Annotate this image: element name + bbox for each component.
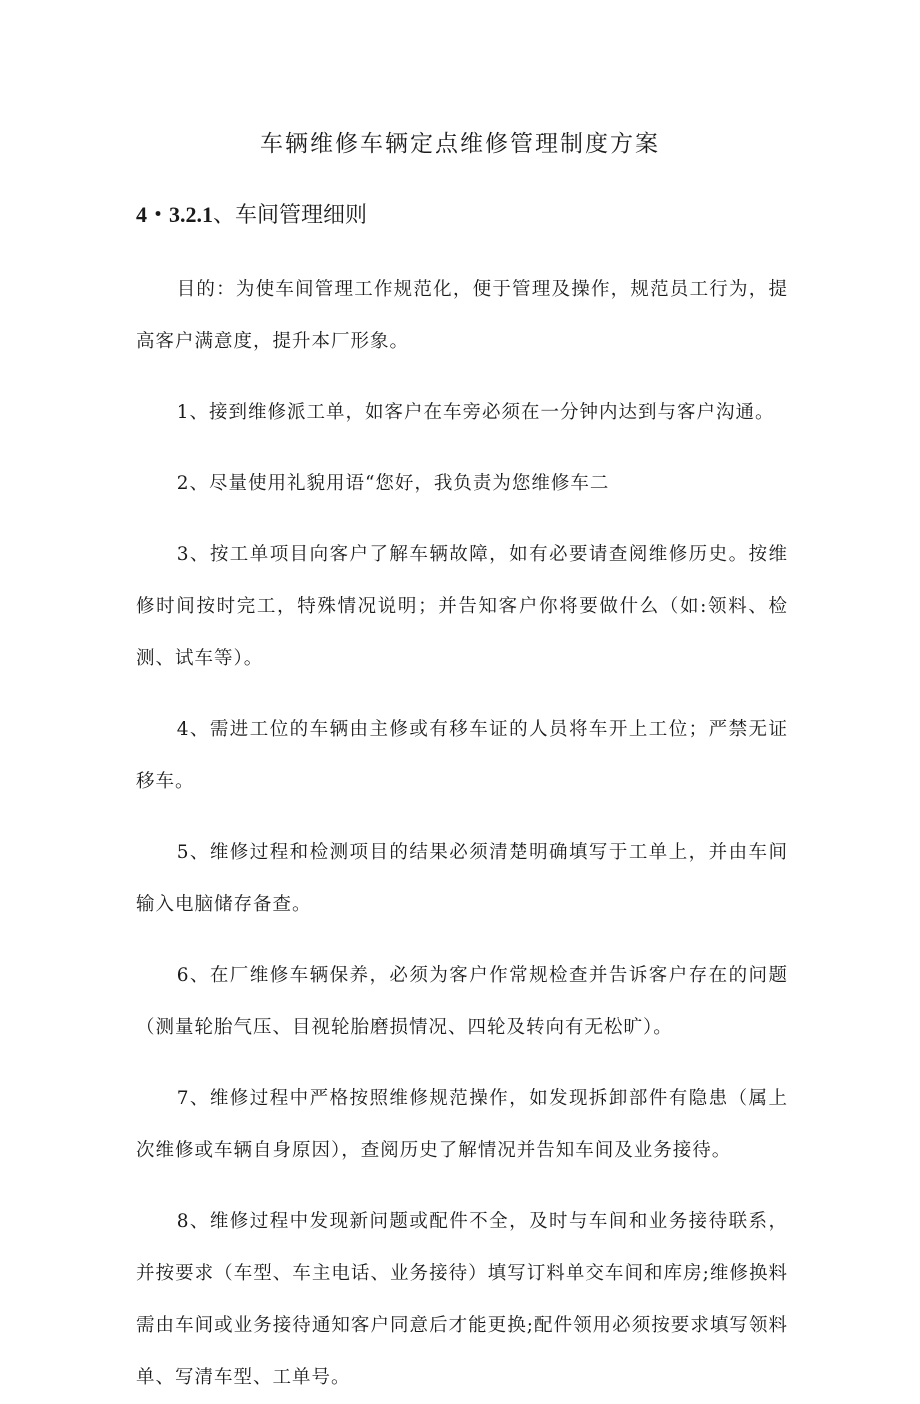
section-heading <box>136 199 367 232</box>
paragraph-item-2: 2、尽量使用礼貌用语“您好，我负责为您维修车二 <box>176 473 610 494</box>
paragraph-item-5: 5、维修过程和检测项目的结果必须清楚明确填写于工单上，并由车间输入电脑储存备查。 <box>136 842 788 915</box>
paragraph-item-7: 7、维修过程中严格按照维修规范操作，如发现拆卸部件有隐患（属上次维修或车辆自身原因），查阅历史了解情况并告知车间及业务接待。 <box>136 1088 788 1161</box>
document-title: 车辆维修车辆定点维修管理制度方案 <box>260 131 660 157</box>
section-title: 车间管理细则 <box>235 203 368 228</box>
paragraph-item-8: 8、维修过程中发现新问题或配件不全，及时与车间和业务接待联系，并按要求（车型、车主电话、业务接待）填写订料单交车间和库房;维修换料需由车间或业务接待通知客户同意后才能更换;配件领用必须按要求填写领料单、写清车型、工单号。 <box>136 1211 788 1388</box>
paragraph-item-4: 4、需进工位的车辆由主修或有移车证的人员将车开上工位；严禁无证移车。 <box>136 719 788 792</box>
paragraph-item-3: 3、按工单项目向客户了解车辆故障，如有必要请查阅维修历史。按维修时间按时完工，特殊情况说明；并告知客户你将要做什么（如:领料、检测、试车等）。 <box>136 544 788 669</box>
paragraph-item-1: 1、接到维修派工单，如客户在车旁必须在一分钟内达到与客户沟通。 <box>176 402 775 423</box>
document-body <box>136 264 788 1404</box>
paragraph-purpose: 目的：为使车间管理工作规范化，便于管理及操作，规范员工行为，提高客户满意度，提升本厂形象。 <box>136 279 788 352</box>
section-number: 4・3.2.1 <box>136 202 214 227</box>
section-separator: 、 <box>213 203 236 228</box>
paragraph-item-6: 6、在厂维修车辆保养，必须为客户作常规检查并告诉客户存在的问题（测量轮胎气压、目视轮胎磨损情况、四轮及转向有无松旷）。 <box>136 965 788 1038</box>
